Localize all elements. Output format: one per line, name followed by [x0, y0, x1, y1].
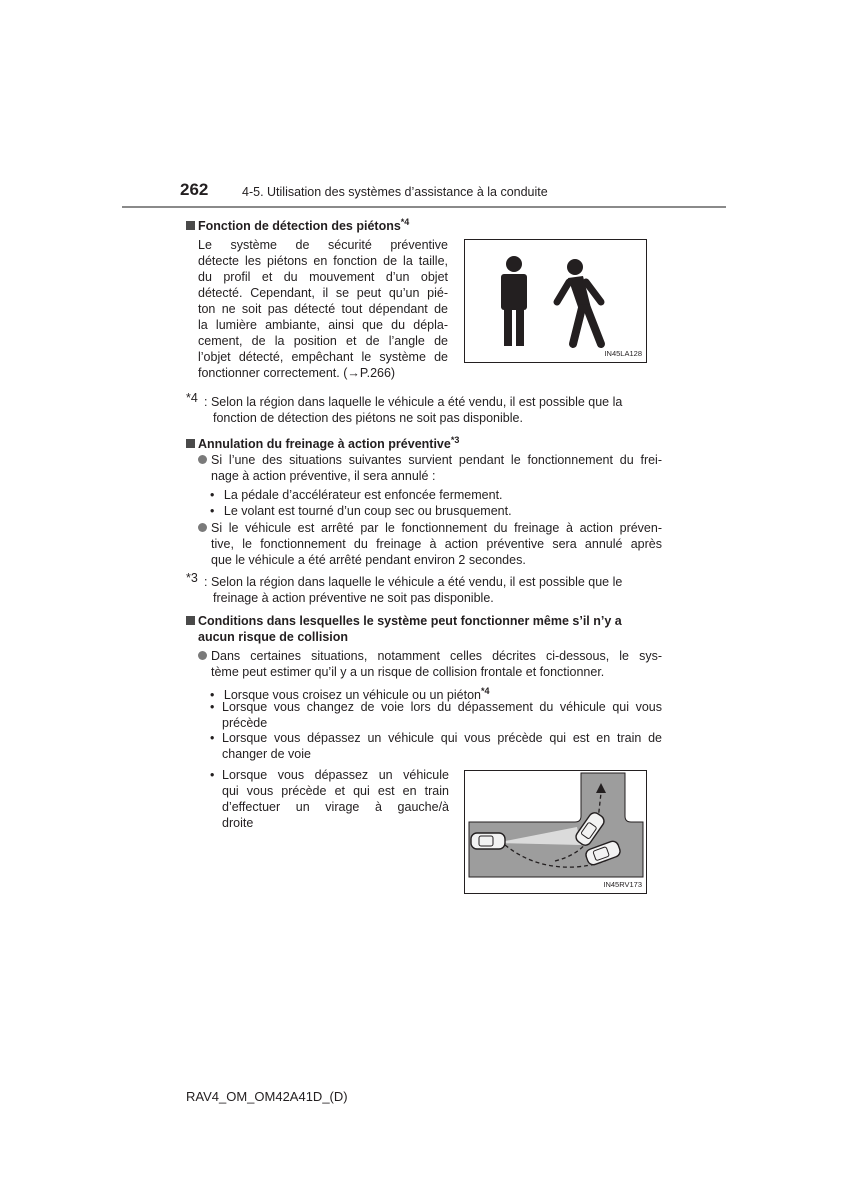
paragraph-line: Dans certaines situations, notamment celles décrites ci-dessous, le sys-: [211, 649, 662, 663]
square-bullet-icon: [186, 221, 195, 230]
paragraph-line: que le véhicule a été arrêté pendant environ 2 secondes.: [211, 553, 526, 567]
footnote-4: [186, 393, 666, 427]
paragraph-line: tème peut estimer qu’il y a un risque de collision frontale et fonctionner.: [211, 665, 605, 679]
paragraph-line: détecté. Cependant, il se peut qu’un pié-: [198, 286, 448, 300]
footnote-ref: *3: [450, 435, 460, 445]
paragraph-line: Si l’une des situations suivantes survient pendant le fonctionnement du frei-: [211, 453, 662, 467]
list-item: [210, 487, 503, 503]
footnote-line: : Selon la région dans laquelle le véhicule a été vendu, il est possible que la: [204, 395, 623, 409]
footnote-line: freinage à action préventive ne soit pas disponible.: [213, 591, 494, 605]
pedestrians-illustration: [465, 240, 646, 362]
list-item: [210, 767, 449, 831]
section-heading-text: Conditions dans lesquelles le système peut fonctionner même s’il n’y a: [198, 614, 622, 628]
list-item-text: [211, 648, 662, 680]
dot-bullet: •: [210, 700, 215, 714]
paragraph-line: précède: [222, 716, 268, 730]
dot-bullet: •: [210, 768, 215, 782]
list-item-text: Lorsque vous croisez un véhicule ou un piéton: [223, 688, 481, 703]
paragraph-line: droite: [222, 816, 254, 830]
paragraph-line: Si le véhicule est arrêté par le fonctionnement du freinage à action préven-: [211, 521, 662, 535]
footnote-line: fonction de détection des piétons ne soit pas disponible.: [213, 411, 523, 425]
paragraph-line: qui vous précède et qui est en train: [222, 784, 449, 798]
footnote-text: [204, 574, 664, 606]
list-item: [210, 503, 512, 519]
paragraph-line: détecte les piétons en fonction de la taille,: [198, 254, 448, 268]
section-heading-text: Annulation du freinage à action préventive: [198, 437, 451, 452]
page-number: 262: [180, 180, 209, 199]
footnote-mark: *4: [186, 391, 198, 405]
list-item: [198, 648, 662, 680]
pedestrian-paragraph: [198, 237, 448, 381]
circle-bullet-icon: [198, 523, 207, 532]
paragraph-line: du profil et du mouvement d’un objet: [198, 270, 448, 284]
dot-bullet: •: [210, 731, 215, 745]
list-item: [210, 730, 662, 762]
footnote-3: [186, 573, 666, 607]
footnote-line: : Selon la région dans laquelle le véhicule a été vendu, il est possible que le: [204, 575, 623, 589]
section-heading-text: Fonction de détection des piétons: [198, 219, 401, 234]
chapter-title: 4-5. Utilisation des systèmes d’assistance à la conduite: [242, 185, 548, 199]
square-bullet-icon: [186, 439, 195, 448]
dot-bullet: •: [210, 688, 215, 703]
circle-bullet-icon: [198, 455, 207, 464]
dot-bullet: •: [210, 504, 215, 518]
list-item-text: [211, 452, 662, 484]
paragraph-line: tive, le fonctionnement du freinage à action préventive sera annulé après: [211, 537, 662, 551]
paragraph-line: fonctionner correctement. (→P.266): [198, 366, 396, 380]
overtaking-illustration: [465, 771, 646, 893]
footnote-mark: *3: [186, 571, 198, 585]
section-heading-pedestrian: [186, 214, 409, 234]
list-item-text: [222, 730, 662, 762]
list-item: [198, 452, 662, 484]
list-item-text: [222, 699, 662, 731]
footnote-ref: *4: [400, 217, 410, 227]
paragraph-line: changer de voie: [222, 747, 311, 761]
list-item-text: Le volant est tourné d’un coup sec ou brusquement.: [223, 504, 512, 518]
section-heading-conditions-line2: aucun risque de collision: [198, 630, 349, 644]
list-item-text: La pédale d’accélérateur est enfoncée fermement.: [223, 488, 503, 502]
figure-code: IN45RV173: [603, 880, 642, 889]
section-heading-cancel: [186, 432, 459, 452]
footnote-ref: *4: [481, 686, 490, 696]
figure-code: IN45LA128: [604, 349, 642, 358]
footnote-text: [204, 394, 664, 426]
overtaking-figure: [464, 770, 647, 894]
standing-person-icon: [501, 256, 527, 346]
paragraph-line: Le système de sécurité préventive: [198, 238, 448, 252]
own-car-icon: [471, 833, 505, 849]
paragraph-line: Lorsque vous dépassez un véhicule: [222, 768, 449, 782]
document-footer: RAV4_OM_OM42A41D_(D): [186, 1089, 348, 1104]
paragraph-line: cement, de la position et de l’angle de: [198, 334, 448, 348]
paragraph-line: Lorsque vous changez de voie lors du dépassement du véhicule qui vous: [222, 700, 662, 714]
header-rule: [122, 206, 726, 208]
dot-bullet: •: [210, 488, 215, 502]
pedestrian-figure: [464, 239, 647, 363]
circle-bullet-icon: [198, 651, 207, 660]
square-bullet-icon: [186, 616, 195, 625]
list-item-text: [211, 520, 662, 568]
paragraph-line: d’effectuer un virage à gauche/à: [222, 800, 449, 814]
list-item: [210, 699, 662, 731]
list-item-text: [222, 767, 449, 831]
paragraph-line: la lumière ambiante, ainsi que du dépla-: [198, 318, 448, 332]
paragraph-line: nage à action préventive, il sera annulé :: [211, 469, 436, 483]
section-heading-conditions: [186, 613, 622, 629]
paragraph-line: Lorsque vous dépassez un véhicule qui vous précède qui est en train de: [222, 731, 662, 745]
walking-person-icon: [557, 259, 601, 344]
list-item: [198, 520, 662, 568]
paragraph-line: ton ne soit pas détecté tout dépendant de: [198, 302, 448, 316]
paragraph-line: l’objet détecté, empêchant le système de: [198, 350, 448, 364]
